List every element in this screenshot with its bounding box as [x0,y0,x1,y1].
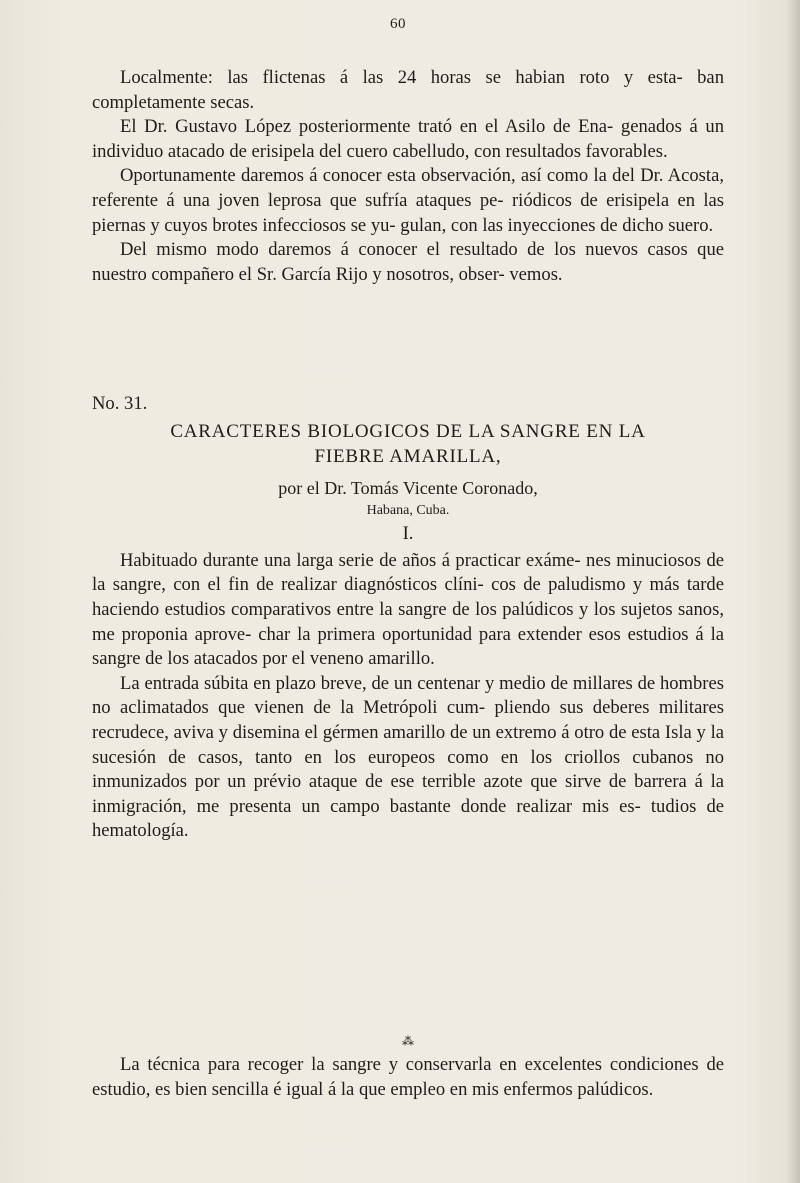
article [92,392,724,844]
paragraph: Del mismo modo daremos á conocer el resultado de los nuevos casos que nuestro compañero el Sr. García Rijo y nosotros, obser- vemos. [92,239,724,285]
paragraph: El Dr. Gustavo López posteriormente trató en el Asilo de Ena- genados á un individuo atacado de erisipela del cuero cabelludo, con resultados favorables. [92,116,724,162]
paragraph: Habituado durante una larga serie de años á practicar exáme- nes minuciosos de la sangre, con el fin de realizar diagnósticos clíni- cos de paludismo y más tarde haciendo estudios comparativos entre la sangre de los palúdicos y los sujetos sanos, me proponia aprove- char la primera oportunidad para extender esos estudios á la sangre de los atacados por el veneno amarillo. [92,549,724,670]
article-title-line-2: FIEBRE AMARILLA, [314,445,502,467]
article-number: No. 31. [92,393,148,414]
article-place: Habana, Cuba. [366,503,450,519]
preceding-article-text [92,66,724,287]
article-continuation [92,1029,724,1102]
section-numeral: I. [402,523,414,545]
paragraph: La entrada súbita en plazo breve, de un centenar y medio de millares de hombres no aclimatados que vienen de la Metrópoli cum- pliendo sus deberes militares recrudece, aviva y disemina el gérmen amarillo de un extremo á otro de esta Isla y la sucesión de casos, tanto en los europeos como en los criollos cubanos no inmunizados por un prévio ataque de ese terrible azote que sirve de barrera á la inmigración, me presenta un campo bastante donde realizar mis es- tudios de hematología. [92,672,724,842]
article-title-line-1: CARACTERES BIOLOGICOS DE LA SANGRE EN LA [170,420,646,442]
article-byline: por el Dr. Tomás Vicente Coronado, [278,477,538,498]
paragraph: La técnica para recoger la sangre y conservarla en excelentes condiciones de estudio, es bien sencilla é igual á la que empleo en mis enfermos palúdicos. [92,1054,724,1100]
page-edge-shadow [786,0,800,1183]
paragraph: Localmente: las flictenas á las 24 horas se habian roto y esta- ban completamente secas. [92,67,724,113]
paragraph: Oportunamente daremos á conocer esta observación, así como la del Dr. Acosta, referente á una joven leprosa que sufría ataques pe- riódicos de erisipela en las piernas y cuyos brotes infecciosos se yu- gulan, con las inyecciones de dicho suero. [92,165,724,236]
page-number: 60 [390,16,406,32]
asterism-divider: ⁂ [402,1034,414,1048]
